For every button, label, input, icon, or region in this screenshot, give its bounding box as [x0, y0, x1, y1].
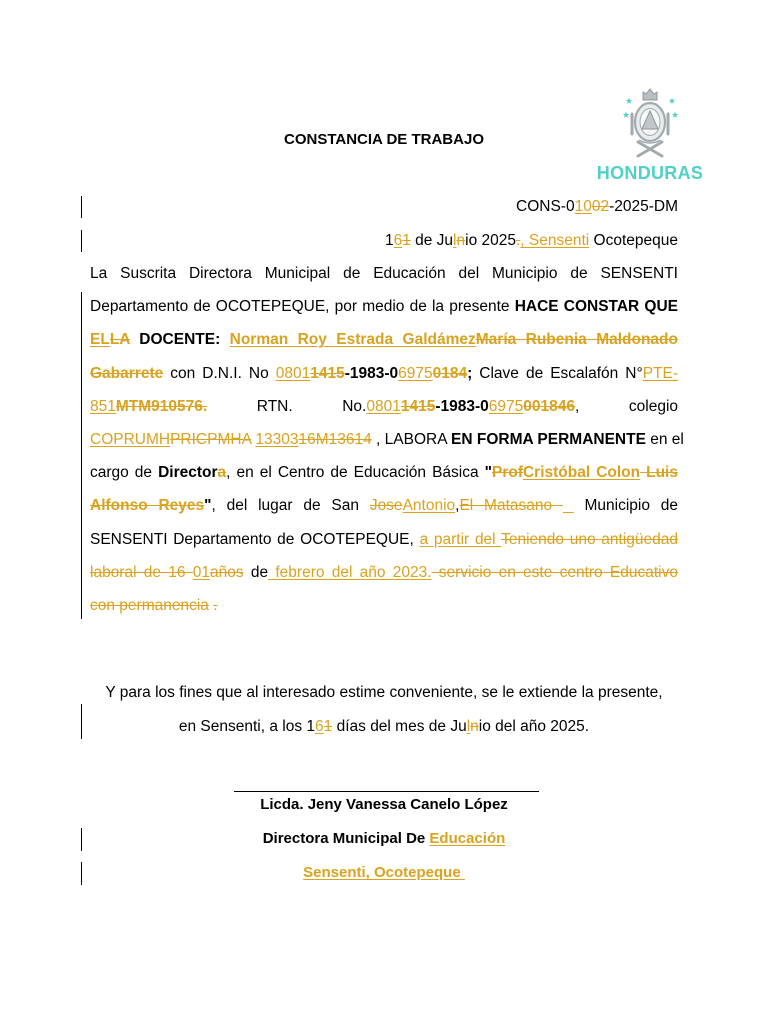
inserted-bold-text: Cristóbal Colon — [522, 464, 641, 482]
text-run: Y para los fines que al interesado estime conveniente, se le extiende la presente, — [105, 684, 663, 701]
deleted-text: laboral de 16 — [90, 563, 193, 581]
paragraph-line — [90, 290, 678, 323]
inserted-text: Sensenti, Ocotepeque — [303, 864, 465, 881]
deleted-bold-text: Gabarrete — [90, 364, 164, 382]
inserted-text: l — [466, 718, 471, 735]
text-run: , LABORA — [371, 430, 452, 448]
deleted-bold-text: 1415 — [400, 397, 436, 415]
inserted-text: Antonio — [402, 497, 456, 515]
inserted-text: 01 — [192, 563, 210, 581]
text-run: de — [243, 563, 269, 581]
text-run: SENSENTI Departamento de OCOTEPEQUE, — [90, 530, 420, 548]
deleted-text: servicio en este centro Educativo — [431, 563, 678, 581]
text-run: , en el Centro de Educación Básica — [226, 464, 485, 482]
paragraph-line — [90, 323, 678, 356]
bold-text-run: HACE CONSTAR QUE — [514, 298, 679, 316]
deleted-text: . — [213, 596, 218, 614]
deleted-text: años — [210, 563, 244, 581]
paragraph-line — [90, 423, 684, 456]
inserted-text: 6975 — [398, 364, 433, 382]
logo-text: HONDURAS — [596, 163, 704, 183]
change-bar — [81, 292, 82, 619]
text-run: , colegio — [575, 397, 679, 415]
inserted-text: 0801 — [366, 397, 401, 415]
paragraph-line — [90, 523, 678, 556]
inserted-bold-text: EL — [90, 331, 110, 349]
deleted-text: 16M13614 — [298, 430, 372, 448]
bold-text-run: -1983-0 — [344, 364, 399, 382]
bold-text-run: ; — [467, 364, 473, 382]
text-run: Municipio de — [573, 497, 679, 515]
deleted-bold-text: María Rubenia Maldonado — [475, 331, 678, 349]
text-run: días del mes de Ju — [332, 718, 467, 735]
bold-text-run: DOCENTE: — [129, 331, 230, 349]
star-icon — [672, 112, 679, 118]
text-run: Licda. Jeny Vanessa Canelo López — [260, 796, 508, 813]
text-run: , del lugar de San — [211, 497, 370, 515]
deleted-text: El Matasano — [459, 497, 563, 515]
inserted-text: 0801 — [275, 364, 311, 382]
body-paragraph — [90, 257, 684, 622]
paragraph-line — [90, 489, 678, 522]
deleted-text: . — [515, 232, 521, 249]
paragraph-line — [90, 556, 678, 589]
inserted-text: a partir del — [419, 530, 502, 548]
date-line — [90, 224, 678, 257]
star-icon — [669, 98, 676, 104]
paragraph-line — [90, 456, 678, 489]
inserted-text: COPRUMH — [90, 430, 171, 448]
deleted-bold-text: 0184 — [432, 364, 468, 382]
star-icon — [626, 98, 633, 104]
bold-text-run: " — [484, 464, 492, 482]
inserted-text: l — [453, 232, 457, 249]
change-bar — [81, 230, 82, 252]
text-run: con D.N.I. No — [163, 364, 276, 382]
reference-number — [90, 190, 678, 223]
paragraph-line — [90, 390, 678, 423]
inserted-text: 851 — [90, 397, 116, 415]
text-run: Directora Municipal De — [262, 830, 430, 847]
paragraph-line — [90, 257, 678, 290]
text-run: CONS-0 — [516, 198, 575, 215]
bold-text-run: EN FORMA PERMANENTE — [451, 430, 646, 448]
signature-line — [0, 822, 768, 856]
deleted-text: 02 — [591, 198, 610, 215]
text-run: Ocotepeque — [589, 232, 678, 249]
deleted-bold-text: a — [217, 464, 227, 482]
star-icon — [623, 112, 630, 118]
signature-line — [0, 788, 768, 822]
text-run: -2025-DM — [609, 198, 678, 215]
bold-text-run: " — [204, 497, 212, 515]
deleted-bold-text: Alfonso Reyes — [90, 497, 205, 515]
inserted-text: 6 — [393, 232, 403, 249]
text-run: La Suscrita Directora Municipal de Educación del Municipio de SENSENTI — [90, 265, 678, 282]
deleted-bold-text: LA — [109, 331, 130, 349]
inserted-text: 10 — [574, 198, 592, 215]
deleted-text: 1 — [402, 232, 411, 249]
text-run: io del año 2025. — [478, 718, 590, 735]
change-bar — [81, 196, 82, 218]
paragraph-line — [90, 357, 678, 390]
text-run: Clave de Escalafón N° — [472, 364, 643, 382]
text-run: cargo de — [90, 464, 159, 482]
closing-line — [0, 710, 768, 744]
deleted-bold-text: 1415 — [310, 364, 345, 382]
inserted-text: febrero del año 2023. — [268, 563, 432, 581]
inserted-text — [563, 497, 574, 514]
deleted-bold-text: Luis — [640, 464, 678, 482]
text-run: , — [455, 497, 460, 515]
inserted-text: Educación — [429, 830, 506, 847]
deleted-text: n — [470, 718, 479, 735]
closing-line — [0, 676, 768, 710]
closing-paragraph — [0, 676, 768, 744]
signature-line — [0, 856, 768, 890]
deleted-text: 1 — [323, 718, 333, 735]
deleted-bold-text: 001846 — [523, 397, 575, 415]
inserted-bold-text: Norman Roy Estrada Galdámez — [229, 331, 476, 349]
deleted-text: n — [456, 232, 466, 249]
deleted-text: Teniendo uno antigüedad — [501, 530, 679, 548]
text-run: 1 — [384, 232, 394, 249]
inserted-text: , Sensenti — [520, 232, 590, 249]
text-run: en el — [645, 430, 684, 448]
deleted-text: Jose — [369, 497, 403, 515]
signature-block — [0, 788, 768, 890]
bold-text-run: Director — [158, 464, 218, 482]
text-run: de Ju — [410, 232, 454, 249]
text-run: Departamento de OCOTEPEQUE, por medio de la presente — [90, 298, 515, 316]
bold-text-run: -1983-0 — [435, 397, 489, 415]
deleted-text: PRICPMHA — [170, 430, 252, 448]
inserted-text: 13303 — [255, 430, 299, 448]
deleted-bold-text: Prof — [491, 464, 523, 482]
inserted-text: 6 — [315, 718, 324, 735]
text-run: RTN. No. — [207, 397, 367, 415]
deleted-bold-text: MTM910576. — [115, 397, 208, 415]
text-run: io 2025 — [465, 232, 516, 249]
inserted-text: 6975 — [488, 397, 524, 415]
text-run: en Sensenti, a los 1 — [178, 718, 316, 735]
document-title: CONSTANCIA DE TRABAJO — [283, 131, 484, 148]
deleted-text: con permanencia — [90, 596, 209, 614]
paragraph-line — [90, 589, 678, 622]
inserted-text: PTE- — [642, 364, 678, 382]
